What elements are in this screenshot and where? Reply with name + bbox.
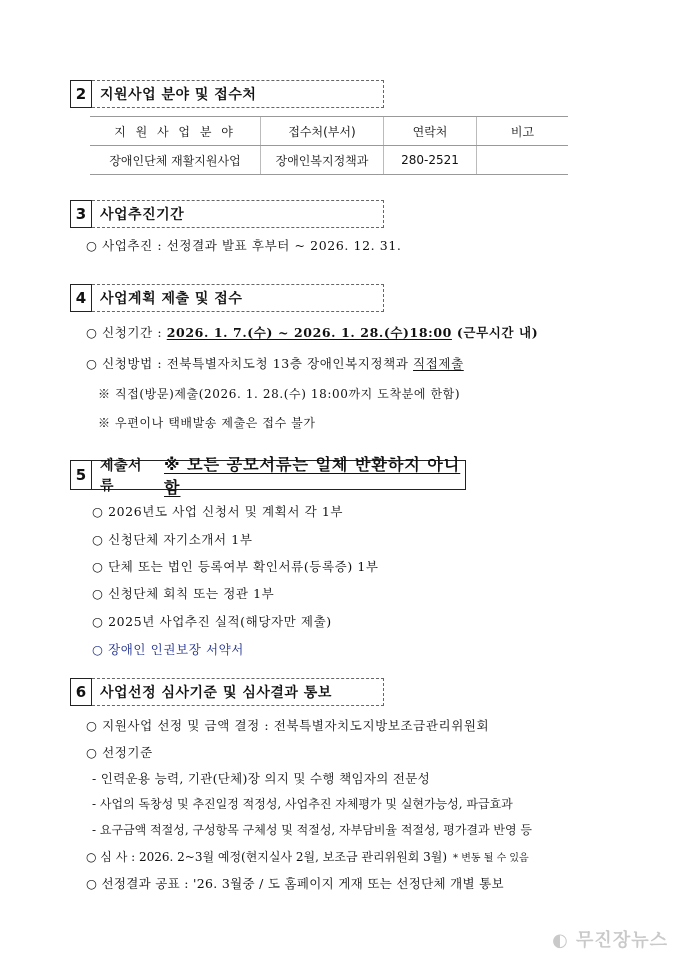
section-number: 2 xyxy=(70,80,92,108)
table-cell: 장애인단체 재활지원사업 xyxy=(90,146,261,175)
section-title: 사업추진기간 xyxy=(92,200,384,228)
criteria-detail: - 인력운용 능력, 기관(단체)장 의지 및 수행 책임자의 전문성 xyxy=(92,771,430,786)
section-5-header xyxy=(70,455,466,497)
table-header-row xyxy=(90,117,568,146)
note-line: ※ 우편이나 택배발송 제출은 접수 불가 xyxy=(98,416,316,430)
table-header-cell: 지 원 사 업 분 야 xyxy=(90,117,261,146)
watermark-text: 무진장뉴스 xyxy=(576,930,668,951)
section-title: 사업선정 심사기준 및 심사결과 통보 xyxy=(92,678,384,706)
review-line xyxy=(86,848,529,865)
period-line: ○ 사업추진 : 선정결과 발표 후부터 ~ 2026. 12. 31. xyxy=(86,238,402,253)
table-row xyxy=(90,146,568,175)
list-item: ○ 신청단체 자기소개서 1부 xyxy=(92,532,253,547)
list-item: ○ 단체 또는 법인 등록여부 확인서류(등록증) 1부 xyxy=(92,559,379,574)
apply-period-label: ○ 신청기간 : xyxy=(86,325,167,340)
table-cell: 장애인복지정책과 xyxy=(261,146,384,175)
section-number: 4 xyxy=(70,284,92,312)
list-item: ○ 2026년도 사업 신청서 및 계획서 각 1부 xyxy=(92,504,344,519)
table-header-cell: 비고 xyxy=(477,117,569,146)
criteria-line: ○ 선정기준 xyxy=(86,745,153,760)
section-title: 사업계획 제출 및 접수 xyxy=(92,284,384,312)
support-table xyxy=(90,116,568,175)
watermark-icon: ◐ xyxy=(552,930,577,951)
apply-method-label: ○ 신청방법 : 전북특별자치도청 13층 장애인복지정책과 xyxy=(86,356,414,371)
section-6-header xyxy=(70,678,384,706)
review-text: ○ 심 사 : 2026. 2~3월 예정(현지실사 2월, 보조금 관리위원회 3월) xyxy=(86,850,448,864)
list-item: ○ 장애인 인권보장 서약서 xyxy=(92,642,244,657)
apply-period-line xyxy=(86,323,538,341)
note-line: ※ 직접(방문)제출(2026. 1. 28.(수) 18:00까지 도착분에 한함) xyxy=(98,387,461,401)
section-title: 지원사업 분야 및 접수처 xyxy=(92,80,384,108)
watermark-logo xyxy=(552,926,668,952)
criteria-line: ○ 지원사업 선정 및 금액 결정 : 전북특별자치도지방보조금관리위원회 xyxy=(86,718,490,733)
section-number: 3 xyxy=(70,200,92,228)
section-2-header xyxy=(70,80,384,108)
apply-method-direct: 직접제출 xyxy=(413,356,464,371)
table-header-cell: 접수처(부서) xyxy=(261,117,384,146)
section-3-header xyxy=(70,200,384,228)
criteria-detail: - 사업의 독창성 및 추진일정 적정성, 사업추진 자체평가 및 실현가능성, 파급효과 xyxy=(92,797,513,811)
section-title-text: 제출서류 xyxy=(100,458,143,494)
section-number: 5 xyxy=(70,460,92,490)
result-line: ○ 선정결과 공표 : '26. 3월중 / 도 홈페이지 게재 또는 선정단체 개별 통보 xyxy=(86,876,504,891)
section-highlight: ※ 모든 공모서류는 일체 반환하지 아니함 xyxy=(164,455,461,497)
table-cell: 280-2521 xyxy=(384,146,477,175)
apply-period-note: (근무시간 내) xyxy=(451,325,539,340)
criteria-detail: - 요구금액 적절성, 구성항목 구체성 및 적절성, 자부담비율 적절성, 평가결과 반영 등 xyxy=(92,823,532,837)
table-header-cell: 연락처 xyxy=(384,117,477,146)
section-title xyxy=(92,455,466,497)
apply-method-line xyxy=(86,354,464,372)
apply-period-date: 2026. 1. 7.(수) ~ 2026. 1. 28.(수)18:00 xyxy=(166,325,452,340)
list-item: ○ 2025년 사업추진 실적(해당자만 제출) xyxy=(92,614,332,629)
table-cell xyxy=(477,146,569,175)
section-number: 6 xyxy=(70,678,92,706)
list-item: ○ 신청단체 회칙 또는 정관 1부 xyxy=(92,586,275,601)
review-note: * 변동 될 수 있음 xyxy=(453,853,529,864)
section-4-header xyxy=(70,284,384,312)
